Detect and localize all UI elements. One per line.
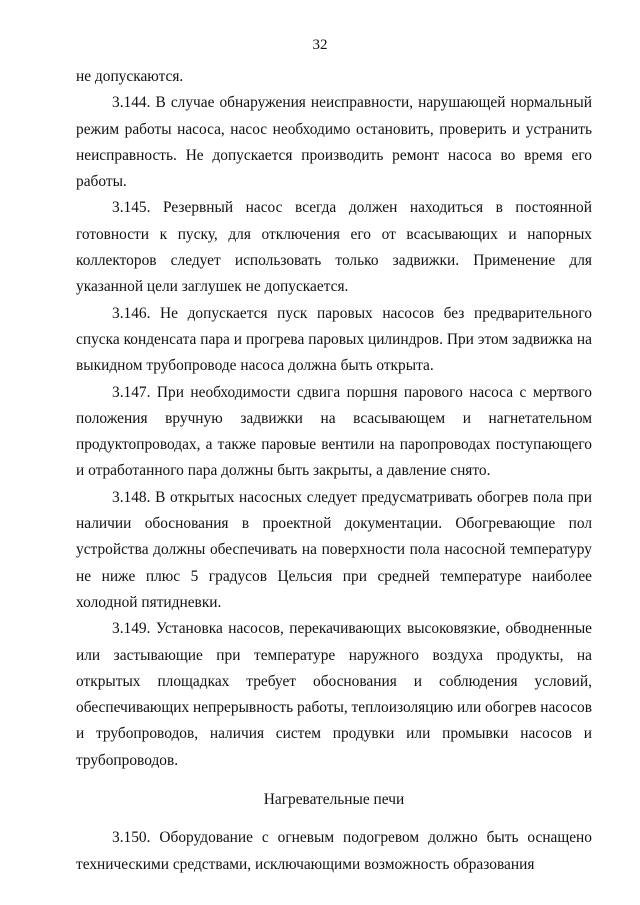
paragraph-3-146: 3.146. Не допускается пуск паровых насосов без предварительного спуска конденсата пара и прогрева паровых цилиндров. При этом задвижка на выкидном трубопроводе насоса должна быть открыта. <box>76 304 592 375</box>
paragraph-continuation: не допускаются. <box>76 68 184 85</box>
page-number: 32 <box>312 37 328 53</box>
paragraph-3-144: 3.144. В случае обнаружения неисправности, нарушающей нормальный режим работы насоса, насос необходимо остановить, проверить и устранить неисправность. Не допускается производить ремонт насоса во время его работы. <box>76 94 592 191</box>
paragraph-3-148: 3.148. В открытых насосных следует предусматривать обогрев пола при наличии обоснования в проектной документации. Обогревающие пол устройства должны обеспечивать на поверхности пола насосной температуру не ниже плюс 5 градусов Цельсия при средней температуре наиболее холодной пятидневки. <box>76 488 592 611</box>
paragraph-3-147: 3.147. При необходимости сдвига поршня парового насоса с мертвого положения вручную задвижки на всасывающем и нагнетательном продуктопроводах, а также паровые вентили на паропроводах поступающего и отработанного пара должны быть закрыты, а давление снято. <box>76 383 592 480</box>
paragraph-3-149: 3.149. Установка насосов, перекачивающих высоковязкие, обводненные или застывающие при температуре наружного воздуха продукты, на открытых площадках требует обоснования и соблюдения условий, обеспечивающих непрерывность работы, теплоизоляцию или обогрев насосов и трубопроводов, наличия систем продувки или промывки насосов и трубопроводов. <box>76 620 592 769</box>
paragraph-3-145: 3.145. Резервный насос всегда должен находиться в постоянной готовности к пуску, для отключения его от всасывающих и напорных коллекторов следует использовать только задвижки. Применение для указанной цели заглушек не допускается. <box>76 199 592 296</box>
paragraph-3-150: 3.150. Оборудование с огневым подогревом должно быть оснащено техническими средствами, исключающими возможность образования <box>76 829 592 873</box>
document-body <box>76 64 592 878</box>
section-heading: Нагревательные печи <box>263 791 405 809</box>
